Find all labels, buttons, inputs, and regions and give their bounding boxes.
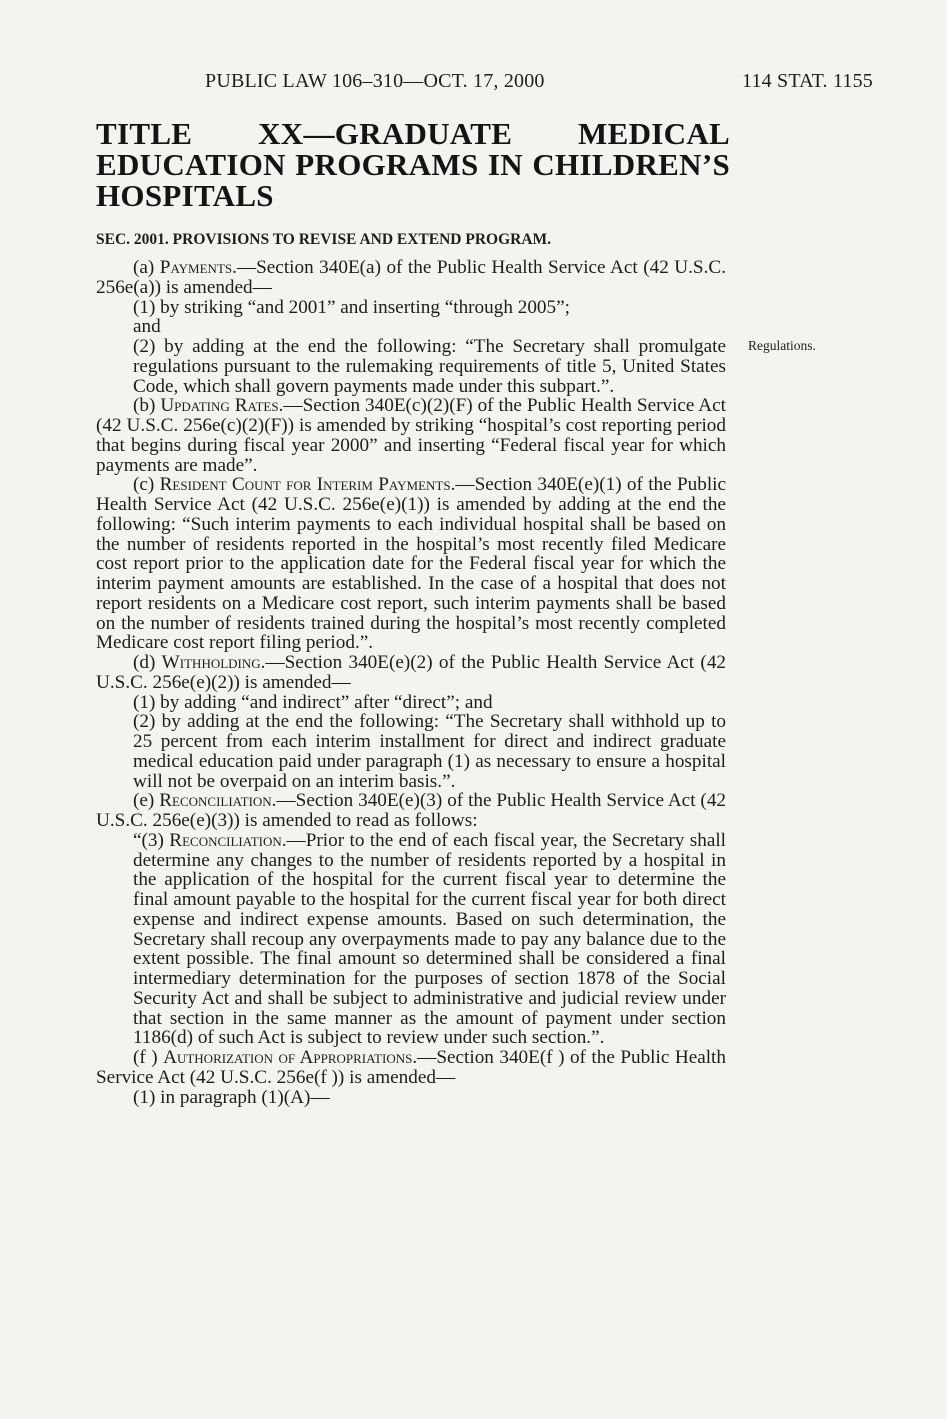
paragraph-f1: (1) in paragraph (1)(A)— [133, 1086, 330, 1108]
paragraph-d: (d) Withholding.—Section 340E(e)(2) of the Public Health Service Act (42 U.S.C. 256e(e)(2)) is amended— [96, 652, 727, 693]
paragraph-a1-continuation: and [133, 316, 161, 338]
paragraph-e: (e) Reconciliation.—Section 340E(e)(3) of the Public Health Service Act (42 U.S.C. 256e(e)(3)) is amended to read as follows: [96, 790, 727, 831]
section-heading: SEC. 2001. PROVISIONS TO REVISE AND EXTEND PROGRAM. [96, 231, 552, 248]
paragraph-d2: (2) by adding at the end the following: “The Secretary shall withhold up to 25 percent from each interim installment for direct and indirect graduate medical education paid under paragraph (1) as necessary to ensure a hospital will not be overpaid on an interim basis.”. [133, 711, 726, 792]
paragraph-e3: “(3) Reconciliation.—Prior to the end of each fiscal year, the Secretary shall determine any changes to the number of residents reported by a hospital in the application of the hospital for the current fiscal year to determine the final amount payable to the hospital for the current fiscal year for both direct expense and indirect expense amounts. Based on such determination, the Secretary shall recoup any overpayments made to pay any balance due to the extent possible. The final amount so determined shall be considered a final intermediary determination for the purposes of section 1878 of the Social Security Act and shall be subject to administrative and judicial review under that section in the same manner as the amount of payment under section 1186(d) of such Act is subject to review under such section.”. [133, 829, 726, 1049]
running-head-citation: PUBLIC LAW 106–310—OCT. 17, 2000 [205, 70, 545, 92]
paragraph-b: (b) Updating Rates.—Section 340E(c)(2)(F) of the Public Health Service Act (42 U.S.C. 256e(c)(2)(F)) is amended by striking “hospital’s cost reporting period that begins during fiscal year 2000” and inserting “Federal fiscal year for which payments are made”. [96, 395, 727, 476]
margin-note: Regulations. [748, 338, 816, 353]
title-heading: TITLE XX—GRADUATE MEDICAL EDUCATION PROGRAMS IN CHILDREN’S HOSPITALS [96, 116, 730, 213]
paragraph-f: (f ) Authorization of Appropriations.—Section 340E(f ) of the Public Health Service Act (42 U.S.C. 256e(f )) is amended— [96, 1047, 726, 1088]
paragraph-a2: (2) by adding at the end the following: “The Secretary shall promulgate regulations pursuant to the rulemaking requirements of title 5, United States Code, which shall govern payments made under this subpart.”. [133, 336, 726, 397]
paragraph-a: (a) Payments.—Section 340E(a) of the Public Health Service Act (42 U.S.C. 256e(a)) is amended— [96, 257, 726, 298]
running-head-page-number: 114 STAT. 1155 [741, 70, 873, 92]
paragraph-a1: (1) by striking “and 2001” and inserting “through 2005”; [133, 296, 570, 318]
paragraph-c: (c) Resident Count for Interim Payments.—Section 340E(e)(1) of the Public Health Service Act (42 U.S.C. 256e(e)(1)) is amended by adding at the end the following: “Such interim payments to each individual hospital shall be based on the number of residents reported in the hospital’s most recently filed Medicare cost report prior to the application date for the Federal fiscal year for which the interim payment amounts are established. In the case of a hospital that does not report residents on a Medicare cost report, such interim payments shall be based on the number of residents trained during the hospital’s most recently completed Medicare cost report filing period.”. [96, 474, 727, 654]
section-body [96, 258, 726, 1107]
paragraph-d1: (1) by adding “and indirect” after “direct”; and [133, 691, 493, 713]
